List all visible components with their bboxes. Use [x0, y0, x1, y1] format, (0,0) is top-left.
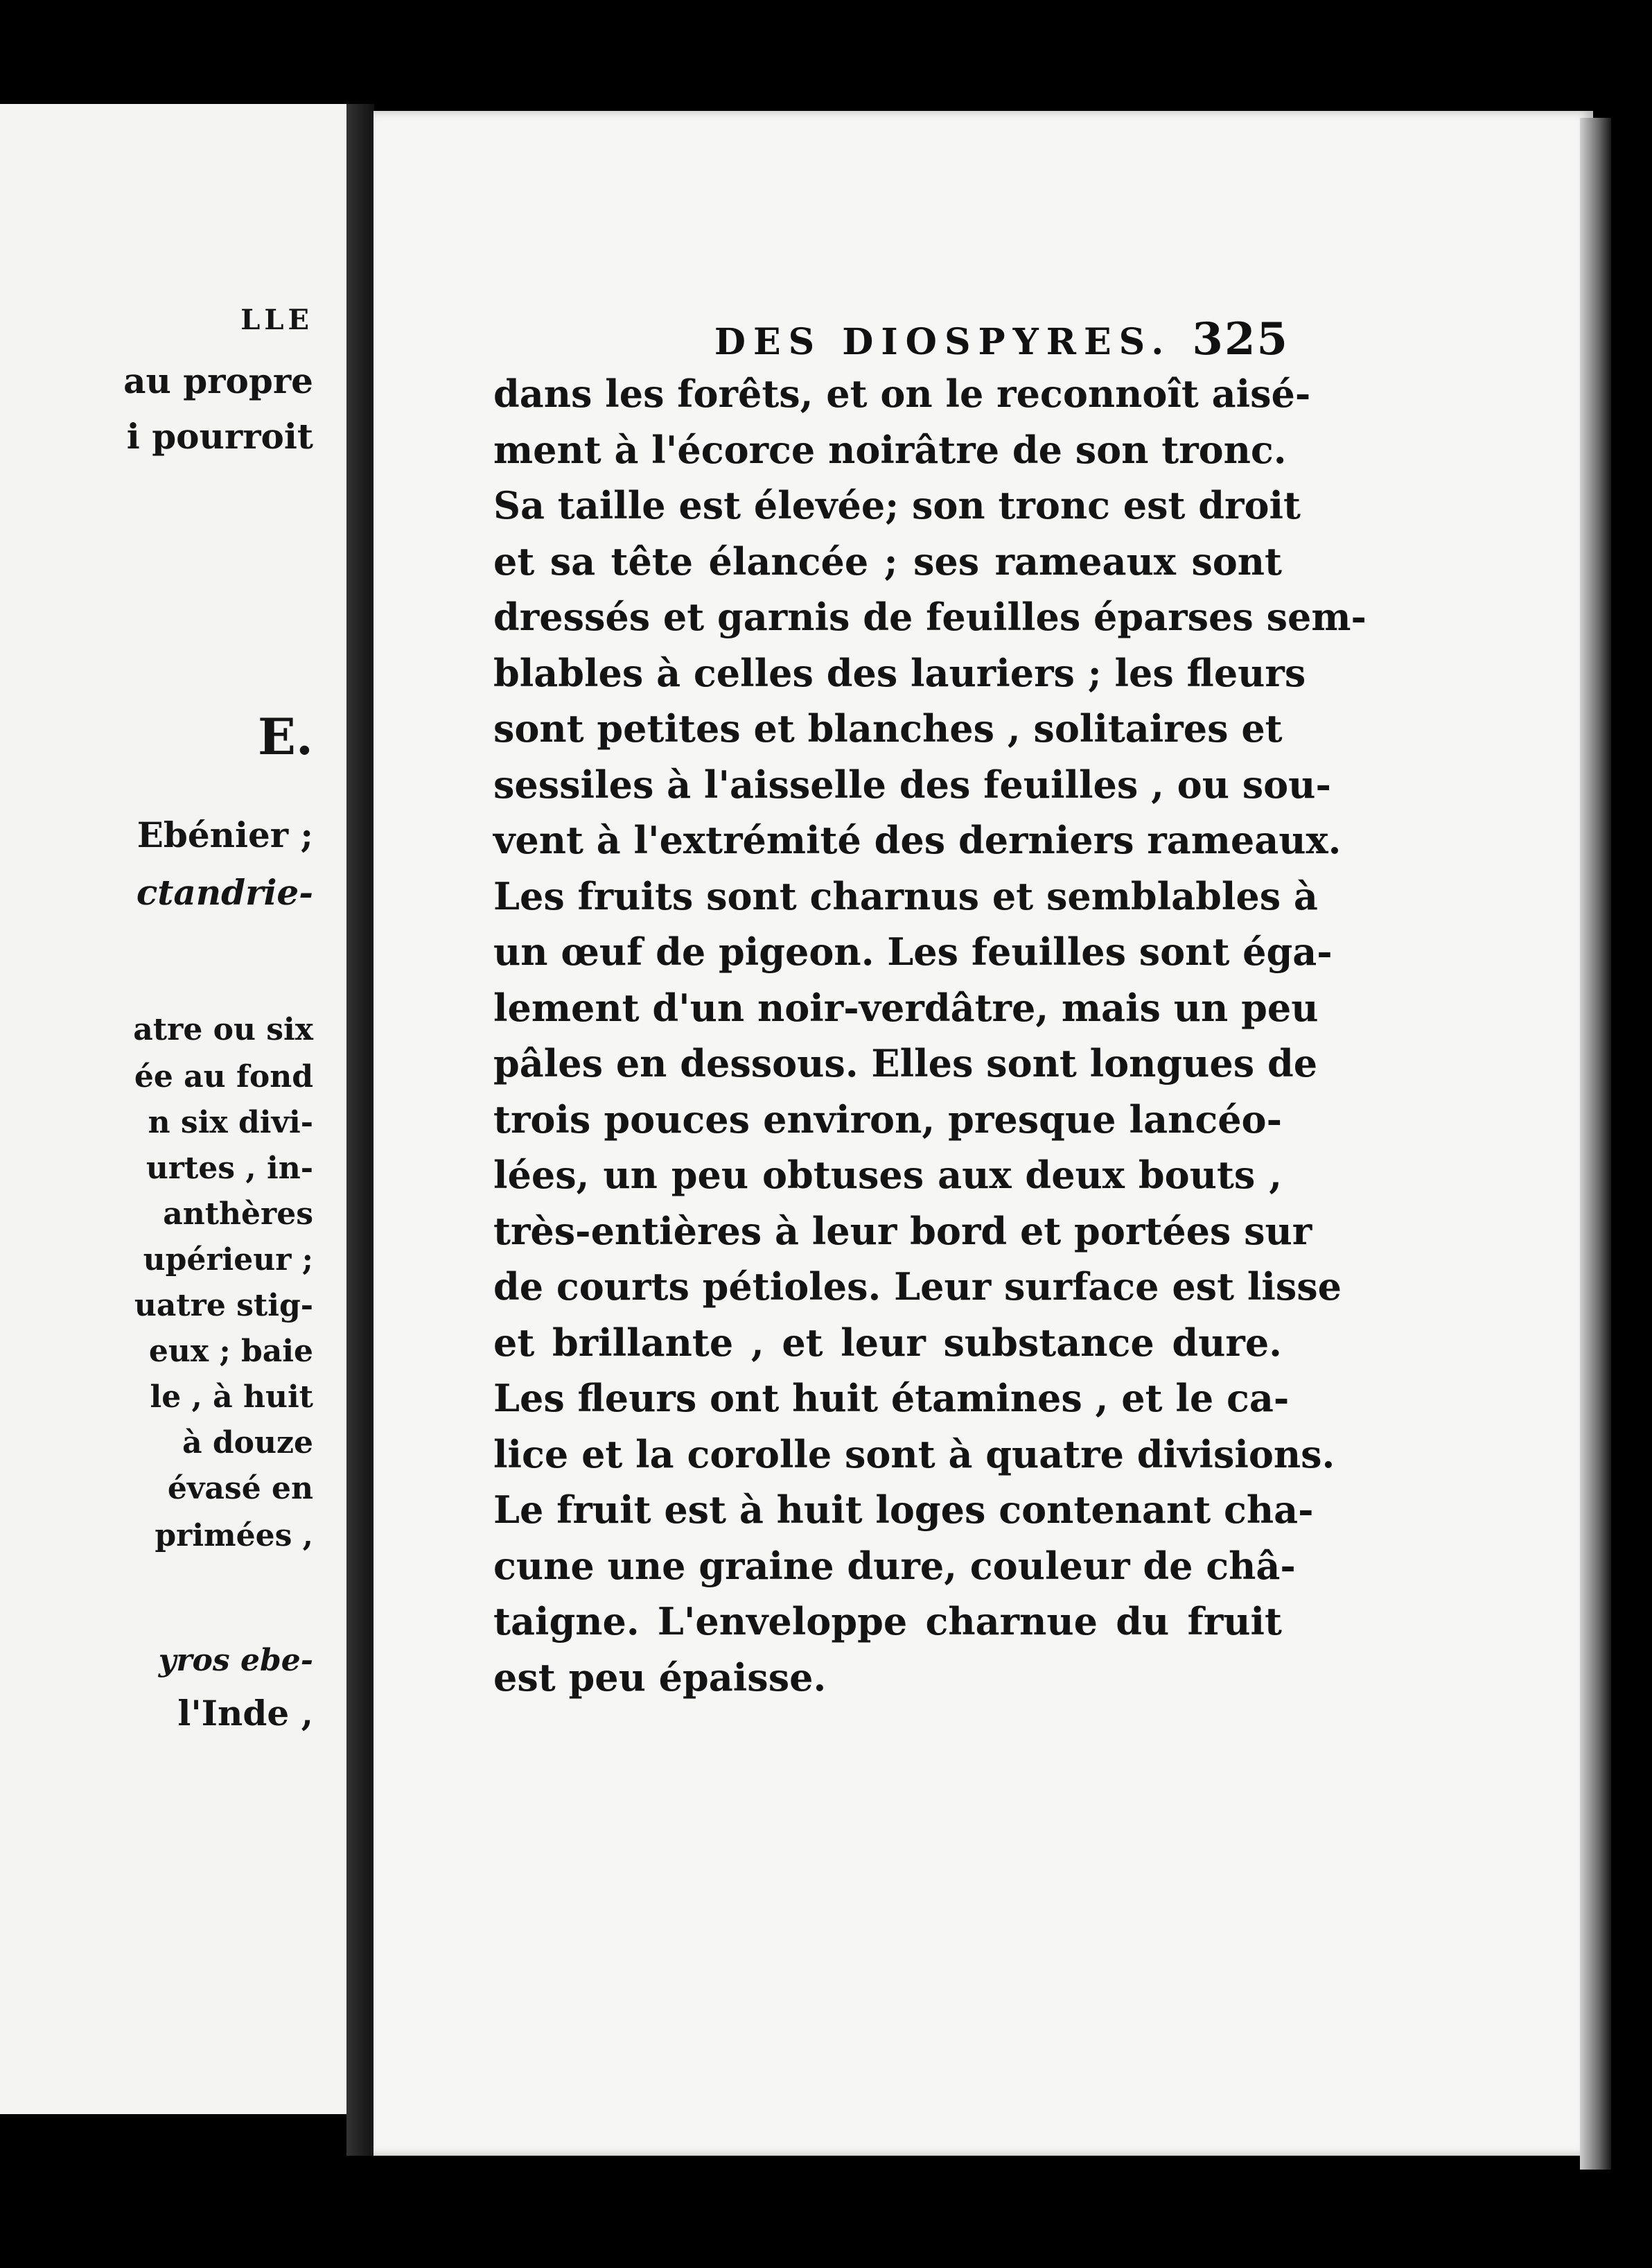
left-page-line: i pourroit	[126, 416, 313, 457]
left-page-line: eux ; baie	[148, 1334, 313, 1369]
body-text-line: Les fleurs ont huit étamines , et le ca-	[493, 1376, 1290, 1420]
page-number: 325	[1192, 313, 1289, 365]
left-page-line: évasé en	[167, 1471, 313, 1506]
body-text-line: est peu épaisse.	[493, 1655, 827, 1700]
body-text-line: pâles en dessous. Elles sont longues de	[493, 1041, 1318, 1085]
body-text-line: très-entières à leur bord et portées sur	[493, 1208, 1312, 1253]
body-text-line: ment à l'écorce noirâtre de son tronc.	[493, 427, 1287, 472]
body-text-line: Le fruit est à huit loges contenant cha-	[493, 1488, 1314, 1532]
running-head-title: DES DIOSPYRES.	[714, 321, 1172, 363]
left-page-line: Ebénier ;	[137, 814, 313, 855]
book-gutter	[346, 104, 374, 2156]
body-text-line: Sa taille est élevée; son tronc est droit	[493, 483, 1301, 527]
left-page-line: l'Inde ,	[177, 1693, 313, 1734]
body-text	[493, 366, 1367, 1705]
running-head	[624, 313, 1289, 365]
body-text-line: Les fruits sont charnus et semblables à	[493, 873, 1318, 918]
left-page	[0, 104, 351, 2114]
body-text-line: dressés et garnis de feuilles éparses sem-	[493, 595, 1367, 639]
left-page-line: ctandrie-	[136, 872, 313, 913]
left-page-line: ée au fond	[134, 1059, 313, 1094]
body-text-line: trois pouces environ, presque lancéo-	[493, 1097, 1282, 1142]
body-text-line: lées, un peu obtuses aux deux bouts ,	[493, 1153, 1282, 1197]
left-page-line: le , à huit	[150, 1379, 313, 1415]
body-text-line: sont petites et blanches , solitaires et	[493, 706, 1283, 751]
body-text-line: et brillante , et leur substance dure.	[493, 1320, 1282, 1365]
left-page-line: au propre	[123, 360, 313, 401]
left-page-line: LLE	[240, 304, 313, 336]
left-page-line: anthères	[163, 1196, 313, 1232]
body-text-line: dans les forêts, et on le reconnoît aisé-	[493, 372, 1311, 416]
body-text-line: sessiles à l'aisselle des feuilles , ou sou-	[493, 762, 1331, 807]
page-edge	[1580, 118, 1611, 2170]
body-text-line: un œuf de pigeon. Les feuilles sont éga-	[493, 930, 1333, 974]
body-text-line: et sa tête élancée ; ses rameaux sont	[493, 539, 1282, 584]
left-page-line: yros ebe-	[158, 1643, 313, 1678]
left-page-line: n six divi-	[148, 1105, 313, 1140]
body-text-line: blables à celles des lauriers ; les fleurs	[493, 650, 1306, 695]
body-text-line: lement d'un noir-verdâtre, mais un peu	[493, 985, 1319, 1030]
body-text-line: de courts pétioles. Leur surface est lisse	[493, 1264, 1342, 1309]
body-text-line: vent à l'extrémité des derniers rameaux.	[493, 818, 1342, 862]
left-page-line: E.	[258, 707, 313, 766]
body-text-line: lice et la corolle sont à quatre divisions.	[493, 1431, 1335, 1476]
left-page-line: upérieur ;	[143, 1242, 313, 1277]
left-page-line: atre ou six	[133, 1012, 313, 1047]
left-page-line: primées ,	[155, 1518, 313, 1553]
left-page-line: urtes , in-	[146, 1151, 313, 1186]
left-page-line: à douze	[182, 1425, 313, 1460]
body-text-line: taigne. L'enveloppe charnue du fruit	[493, 1599, 1282, 1643]
body-text-line: cune une graine dure, couleur de châ-	[493, 1543, 1296, 1588]
left-page-line: uatre stig-	[134, 1288, 313, 1323]
